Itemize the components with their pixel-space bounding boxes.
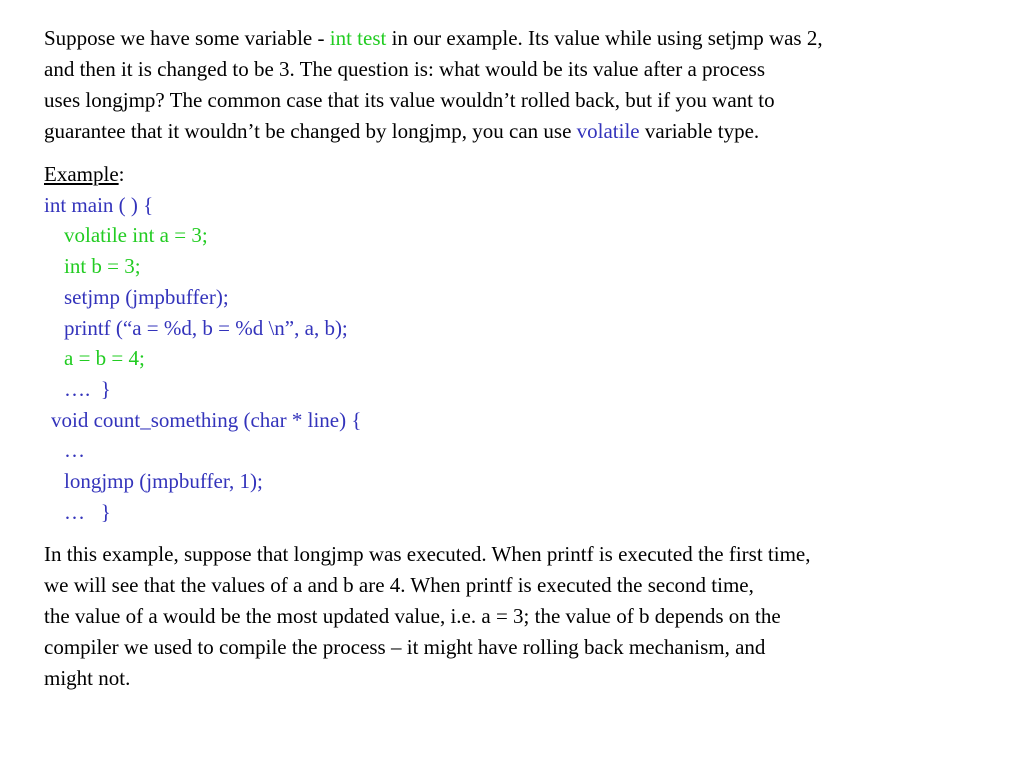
intro-line-1-text-c: in our example. Its value while using setjmp was 2, (386, 26, 823, 50)
outro-line-1: In this example, suppose that longjmp was executed. When printf is executed the first time, (44, 542, 811, 567)
example-heading (44, 159, 1014, 190)
code-line-count-end: … } (64, 499, 111, 524)
code-line-assign: a = b = 4; (64, 346, 145, 371)
outro-line-4: compiler we used to compile the process – it might have rolling back mechanism, and (44, 635, 766, 660)
example-heading-colon: : (118, 162, 125, 186)
code-line-int-b: int b = 3; (64, 254, 141, 279)
intro-line-4-text-a: guarantee that it wouldn’t be changed by longjmp, you can use (44, 119, 577, 143)
outro-line-3: the value of a would be the most updated value, i.e. a = 3; the value of b depends on the (44, 604, 781, 629)
code-line-count-something: void count_something (char * line) { (51, 407, 362, 432)
code-line-printf: printf (“a = %d, b = %d \n”, a, b); (64, 315, 348, 340)
volatile-highlight: volatile (576, 119, 640, 143)
slide-content (44, 23, 1014, 694)
code-line-main: int main ( ) { (44, 192, 154, 217)
outro-paragraph (44, 539, 1014, 694)
intro-line-2: and then it is changed to be 3. The question is: what would be its value after a process (44, 57, 766, 81)
intro-line-3: uses longjmp? The common case that its value wouldn’t rolled back, but if you want to (44, 88, 775, 112)
intro-line-1 (44, 23, 1014, 54)
example-block (44, 159, 1014, 527)
int-test-highlight: int test (329, 26, 387, 50)
code-line-setjmp: setjmp (jmpbuffer); (64, 284, 229, 309)
intro-line-1-text-a: Suppose we have some variable - (44, 26, 330, 50)
intro-line-4-text-c: variable type. (639, 119, 760, 143)
outro-line-2: we will see that the values of a and b are 4. When printf is executed the second time, (44, 573, 754, 598)
code-line-volatile-a: volatile int a = 3; (64, 223, 208, 248)
code-line-main-end: …. } (64, 376, 111, 401)
example-heading-label: Example (44, 162, 119, 186)
code-line-ellipsis: … (64, 438, 85, 463)
intro-line-4 (44, 116, 1014, 147)
outro-line-5: might not. (44, 666, 131, 691)
code-line-longjmp: longjmp (jmpbuffer, 1); (64, 469, 263, 494)
intro-paragraph (44, 23, 1014, 147)
